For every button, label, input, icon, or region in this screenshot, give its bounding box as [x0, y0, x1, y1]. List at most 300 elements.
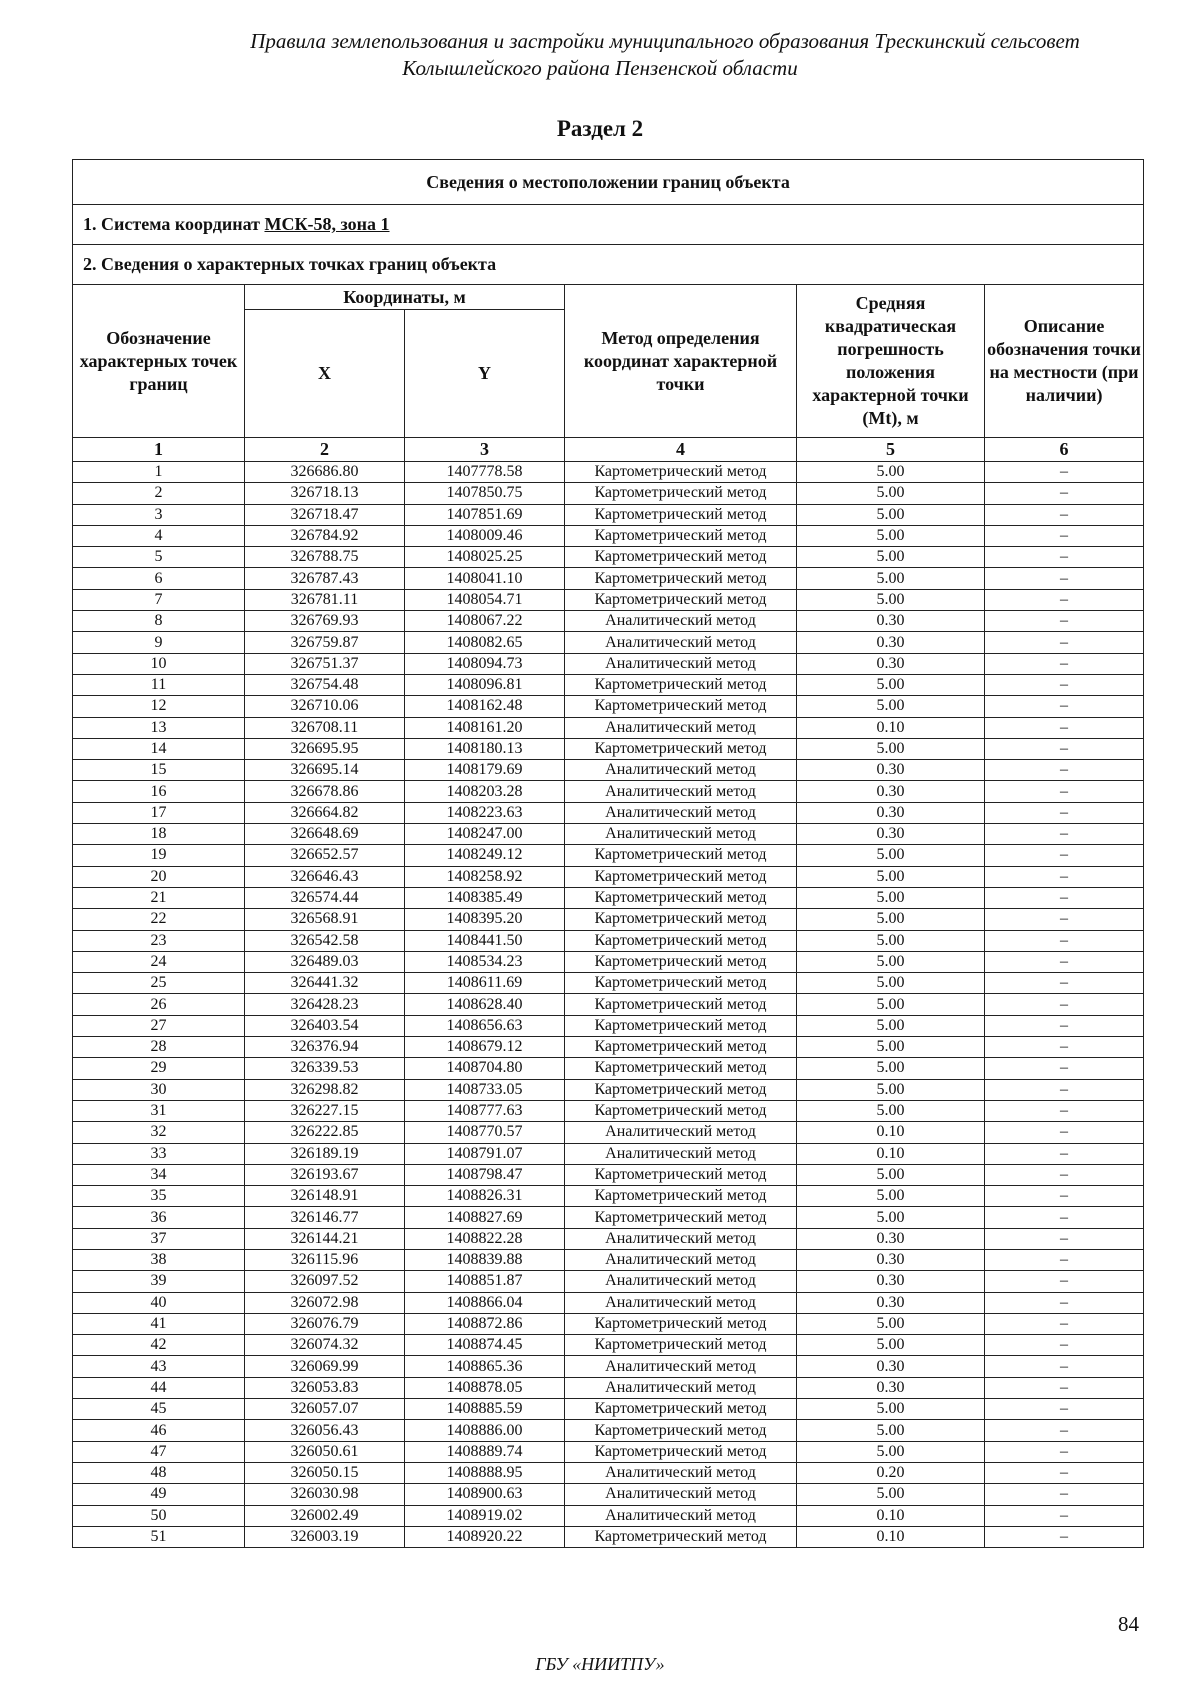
x-coordinate-cell: 326144.21	[245, 1228, 405, 1249]
method-cell: Картометрический метод	[565, 1015, 797, 1036]
points-caption: 2. Сведения о характерных точках границ объекта	[73, 245, 1144, 285]
description-cell: –	[985, 1079, 1144, 1100]
error-cell: 5.00	[797, 1037, 985, 1058]
table-row	[73, 951, 1144, 972]
description-cell: –	[985, 1186, 1144, 1207]
table-row	[73, 866, 1144, 887]
description-cell: –	[985, 1228, 1144, 1249]
description-cell: –	[985, 632, 1144, 653]
method-cell: Картометрический метод	[565, 738, 797, 759]
method-cell: Картометрический метод	[565, 589, 797, 610]
x-coordinate-cell: 326754.48	[245, 674, 405, 695]
error-cell: 0.30	[797, 1377, 985, 1398]
x-coordinate-cell: 326227.15	[245, 1100, 405, 1121]
method-cell: Картометрический метод	[565, 1441, 797, 1462]
method-cell: Аналитический метод	[565, 1484, 797, 1505]
table-row	[73, 1377, 1144, 1398]
point-number-cell: 13	[73, 717, 245, 738]
method-cell: Картометрический метод	[565, 483, 797, 504]
table-row	[73, 1228, 1144, 1249]
column-number: 1	[73, 438, 245, 462]
table-row	[73, 824, 1144, 845]
x-coordinate-cell: 326056.43	[245, 1420, 405, 1441]
point-number-cell: 22	[73, 909, 245, 930]
point-number-cell: 29	[73, 1058, 245, 1079]
point-number-cell: 10	[73, 653, 245, 674]
description-cell: –	[985, 781, 1144, 802]
x-coordinate-cell: 326648.69	[245, 824, 405, 845]
description-cell: –	[985, 738, 1144, 759]
y-coordinate-cell: 1408223.63	[405, 802, 565, 823]
error-cell: 0.30	[797, 824, 985, 845]
description-cell: –	[985, 1207, 1144, 1228]
y-coordinate-cell: 1408826.31	[405, 1186, 565, 1207]
point-number-cell: 30	[73, 1079, 245, 1100]
method-cell: Картометрический метод	[565, 951, 797, 972]
table-row	[73, 1505, 1144, 1526]
method-cell: Аналитический метод	[565, 1271, 797, 1292]
table-row	[73, 1462, 1144, 1483]
x-coordinate-cell: 326441.32	[245, 973, 405, 994]
description-cell: –	[985, 1335, 1144, 1356]
method-cell: Картометрический метод	[565, 930, 797, 951]
table-row	[73, 1079, 1144, 1100]
error-cell: 5.00	[797, 1207, 985, 1228]
y-coordinate-cell: 1408180.13	[405, 738, 565, 759]
point-number-cell: 34	[73, 1164, 245, 1185]
y-coordinate-cell: 1408889.74	[405, 1441, 565, 1462]
running-header-line-1: Правила землепользования и застройки муниципального образования Трескинский сельсовет	[250, 29, 1080, 53]
table-row	[73, 1186, 1144, 1207]
description-cell: –	[985, 1313, 1144, 1334]
x-coordinate-cell: 326695.95	[245, 738, 405, 759]
table-row	[73, 1207, 1144, 1228]
x-coordinate-cell: 326115.96	[245, 1249, 405, 1270]
x-coordinate-cell: 326759.87	[245, 632, 405, 653]
y-coordinate-cell: 1408885.59	[405, 1399, 565, 1420]
y-coordinate-cell: 1408798.47	[405, 1164, 565, 1185]
point-number-cell: 47	[73, 1441, 245, 1462]
error-cell: 0.30	[797, 802, 985, 823]
running-header	[0, 28, 1200, 82]
table-row	[73, 1356, 1144, 1377]
error-cell: 5.00	[797, 930, 985, 951]
y-coordinate-cell: 1408704.80	[405, 1058, 565, 1079]
point-number-cell: 32	[73, 1122, 245, 1143]
error-cell: 0.10	[797, 1526, 985, 1547]
point-number-cell: 31	[73, 1100, 245, 1121]
table-row	[73, 1484, 1144, 1505]
error-cell: 0.30	[797, 611, 985, 632]
y-coordinate-cell: 1408878.05	[405, 1377, 565, 1398]
y-coordinate-cell: 1408179.69	[405, 760, 565, 781]
point-number-cell: 46	[73, 1420, 245, 1441]
boundary-points-table	[72, 159, 1144, 1548]
point-number-cell: 33	[73, 1143, 245, 1164]
x-coordinate-cell: 326050.61	[245, 1441, 405, 1462]
point-number-cell: 16	[73, 781, 245, 802]
y-coordinate-cell: 1408919.02	[405, 1505, 565, 1526]
description-cell: –	[985, 1420, 1144, 1441]
x-coordinate-cell: 326718.47	[245, 504, 405, 525]
table-row	[73, 1271, 1144, 1292]
point-number-cell: 17	[73, 802, 245, 823]
table-row	[73, 1313, 1144, 1334]
error-cell: 5.00	[797, 568, 985, 589]
y-coordinate-cell: 1408203.28	[405, 781, 565, 802]
y-coordinate-cell: 1408679.12	[405, 1037, 565, 1058]
x-coordinate-cell: 326787.43	[245, 568, 405, 589]
error-cell: 0.30	[797, 781, 985, 802]
x-coordinate-cell: 326148.91	[245, 1186, 405, 1207]
method-cell: Картометрический метод	[565, 973, 797, 994]
method-cell: Аналитический метод	[565, 1356, 797, 1377]
table-row	[73, 887, 1144, 908]
description-cell: –	[985, 1249, 1144, 1270]
y-coordinate-cell: 1408025.25	[405, 547, 565, 568]
point-number-cell: 49	[73, 1484, 245, 1505]
method-cell: Аналитический метод	[565, 632, 797, 653]
table-body	[73, 462, 1144, 1548]
x-coordinate-cell: 326489.03	[245, 951, 405, 972]
section-title: Раздел 2	[556, 116, 644, 141]
description-cell: –	[985, 1462, 1144, 1483]
method-cell: Аналитический метод	[565, 717, 797, 738]
col-header-coordinates: Координаты, м	[245, 285, 565, 310]
x-coordinate-cell: 326072.98	[245, 1292, 405, 1313]
error-cell: 0.30	[797, 1356, 985, 1377]
description-cell: –	[985, 653, 1144, 674]
error-cell: 5.00	[797, 1399, 985, 1420]
x-coordinate-cell: 326695.14	[245, 760, 405, 781]
error-cell: 5.00	[797, 525, 985, 546]
method-cell: Аналитический метод	[565, 611, 797, 632]
col-header-description: Описание обозначения точки на местности (при наличии)	[985, 285, 1144, 438]
y-coordinate-cell: 1408161.20	[405, 717, 565, 738]
description-cell: –	[985, 887, 1144, 908]
x-coordinate-cell: 326781.11	[245, 589, 405, 610]
method-cell: Картометрический метод	[565, 525, 797, 546]
x-coordinate-cell: 326784.92	[245, 525, 405, 546]
error-cell: 5.00	[797, 1441, 985, 1462]
table-row	[73, 845, 1144, 866]
method-cell: Аналитический метод	[565, 781, 797, 802]
method-cell: Картометрический метод	[565, 1420, 797, 1441]
point-number-cell: 41	[73, 1313, 245, 1334]
description-cell: –	[985, 845, 1144, 866]
table-row	[73, 1335, 1144, 1356]
method-cell: Картометрический метод	[565, 568, 797, 589]
y-coordinate-cell: 1408096.81	[405, 674, 565, 695]
x-coordinate-cell: 326574.44	[245, 887, 405, 908]
table-row	[73, 781, 1144, 802]
y-coordinate-cell: 1408656.63	[405, 1015, 565, 1036]
description-cell: –	[985, 1356, 1144, 1377]
method-cell: Картометрический метод	[565, 845, 797, 866]
description-cell: –	[985, 930, 1144, 951]
point-number-cell: 4	[73, 525, 245, 546]
description-cell: –	[985, 696, 1144, 717]
method-cell: Аналитический метод	[565, 760, 797, 781]
error-cell: 0.30	[797, 632, 985, 653]
method-cell: Картометрический метод	[565, 504, 797, 525]
table-row	[73, 1143, 1144, 1164]
error-cell: 5.00	[797, 1420, 985, 1441]
x-coordinate-cell: 326146.77	[245, 1207, 405, 1228]
table-row	[73, 653, 1144, 674]
error-cell: 0.30	[797, 1292, 985, 1313]
y-coordinate-cell: 1408054.71	[405, 589, 565, 610]
table-row	[73, 547, 1144, 568]
point-number-cell: 26	[73, 994, 245, 1015]
x-coordinate-cell: 326678.86	[245, 781, 405, 802]
point-number-cell: 5	[73, 547, 245, 568]
error-cell: 0.20	[797, 1462, 985, 1483]
y-coordinate-cell: 1408258.92	[405, 866, 565, 887]
error-cell: 5.00	[797, 547, 985, 568]
method-cell: Картометрический метод	[565, 1186, 797, 1207]
error-cell: 5.00	[797, 483, 985, 504]
y-coordinate-cell: 1408082.65	[405, 632, 565, 653]
description-cell: –	[985, 504, 1144, 525]
page-number: 84	[1118, 1612, 1139, 1636]
method-cell: Картометрический метод	[565, 994, 797, 1015]
table-row	[73, 994, 1144, 1015]
table-row	[73, 1249, 1144, 1270]
y-coordinate-cell: 1408247.00	[405, 824, 565, 845]
x-coordinate-cell: 326718.13	[245, 483, 405, 504]
y-coordinate-cell: 1408249.12	[405, 845, 565, 866]
y-coordinate-cell: 1408385.49	[405, 887, 565, 908]
description-cell: –	[985, 1015, 1144, 1036]
method-cell: Картометрический метод	[565, 866, 797, 887]
description-cell: –	[985, 973, 1144, 994]
point-number-cell: 11	[73, 674, 245, 695]
column-number: 6	[985, 438, 1144, 462]
y-coordinate-cell: 1408872.86	[405, 1313, 565, 1334]
x-coordinate-cell: 326002.49	[245, 1505, 405, 1526]
method-cell: Аналитический метод	[565, 802, 797, 823]
x-coordinate-cell: 326708.11	[245, 717, 405, 738]
method-cell: Картометрический метод	[565, 1335, 797, 1356]
method-cell: Аналитический метод	[565, 1143, 797, 1164]
table-row	[73, 568, 1144, 589]
point-number-cell: 44	[73, 1377, 245, 1398]
error-cell: 0.10	[797, 717, 985, 738]
description-cell: –	[985, 462, 1144, 483]
column-number: 3	[405, 438, 565, 462]
point-number-cell: 36	[73, 1207, 245, 1228]
table-row	[73, 802, 1144, 823]
table-row	[73, 1100, 1144, 1121]
x-coordinate-cell: 326568.91	[245, 909, 405, 930]
point-number-cell: 8	[73, 611, 245, 632]
description-cell: –	[985, 674, 1144, 695]
method-cell: Картометрический метод	[565, 1313, 797, 1334]
footer-org: ГБУ «НИИТПУ»	[535, 1654, 665, 1674]
error-cell: 0.30	[797, 1249, 985, 1270]
method-cell: Картометрический метод	[565, 909, 797, 930]
point-number-cell: 51	[73, 1526, 245, 1547]
table-row	[73, 717, 1144, 738]
x-coordinate-cell: 326222.85	[245, 1122, 405, 1143]
point-number-cell: 40	[73, 1292, 245, 1313]
error-cell: 5.00	[797, 1015, 985, 1036]
point-number-cell: 19	[73, 845, 245, 866]
x-coordinate-cell: 326664.82	[245, 802, 405, 823]
point-number-cell: 35	[73, 1186, 245, 1207]
point-number-cell: 28	[73, 1037, 245, 1058]
x-coordinate-cell: 326189.19	[245, 1143, 405, 1164]
table-row	[73, 1526, 1144, 1547]
error-cell: 5.00	[797, 887, 985, 908]
point-number-cell: 2	[73, 483, 245, 504]
y-coordinate-cell: 1408777.63	[405, 1100, 565, 1121]
method-cell: Картометрический метод	[565, 462, 797, 483]
method-cell: Картометрический метод	[565, 696, 797, 717]
method-cell: Картометрический метод	[565, 887, 797, 908]
point-number-cell: 12	[73, 696, 245, 717]
description-cell: –	[985, 483, 1144, 504]
col-header-error: Средняя квадратическая погрешность положения характерной точки (Mt), м	[797, 285, 985, 438]
col-header-y: Y	[405, 310, 565, 438]
method-cell: Картометрический метод	[565, 1164, 797, 1185]
x-coordinate-cell: 326069.99	[245, 1356, 405, 1377]
table-row	[73, 483, 1144, 504]
description-cell: –	[985, 1377, 1144, 1398]
point-number-cell: 23	[73, 930, 245, 951]
coordinate-system-label: 1. Система координат	[83, 214, 260, 234]
error-cell: 0.30	[797, 1271, 985, 1292]
point-number-cell: 20	[73, 866, 245, 887]
column-number: 4	[565, 438, 797, 462]
description-cell: –	[985, 1122, 1144, 1143]
description-cell: –	[985, 1505, 1144, 1526]
error-cell: 5.00	[797, 1079, 985, 1100]
x-coordinate-cell: 326646.43	[245, 866, 405, 887]
description-cell: –	[985, 1143, 1144, 1164]
error-cell: 5.00	[797, 1186, 985, 1207]
error-cell: 5.00	[797, 1058, 985, 1079]
table-title: Сведения о местоположении границ объекта	[73, 160, 1144, 205]
x-coordinate-cell: 326769.93	[245, 611, 405, 632]
error-cell: 5.00	[797, 462, 985, 483]
description-cell: –	[985, 994, 1144, 1015]
table-row	[73, 611, 1144, 632]
table-row	[73, 1420, 1144, 1441]
table-row	[73, 632, 1144, 653]
description-cell: –	[985, 760, 1144, 781]
table-row	[73, 462, 1144, 483]
method-cell: Аналитический метод	[565, 653, 797, 674]
description-cell: –	[985, 547, 1144, 568]
point-number-cell: 45	[73, 1399, 245, 1420]
error-cell: 0.10	[797, 1505, 985, 1526]
point-number-cell: 42	[73, 1335, 245, 1356]
point-number-cell: 25	[73, 973, 245, 994]
error-cell: 5.00	[797, 1164, 985, 1185]
x-coordinate-cell: 326193.67	[245, 1164, 405, 1185]
x-coordinate-cell: 326376.94	[245, 1037, 405, 1058]
table-row	[73, 1037, 1144, 1058]
description-cell: –	[985, 1100, 1144, 1121]
running-header-line-2: Колышлейского района Пензенской области	[402, 56, 798, 80]
point-number-cell: 6	[73, 568, 245, 589]
point-number-cell: 37	[73, 1228, 245, 1249]
method-cell: Картометрический метод	[565, 1399, 797, 1420]
method-cell: Аналитический метод	[565, 824, 797, 845]
point-number-cell: 1	[73, 462, 245, 483]
description-cell: –	[985, 909, 1144, 930]
table-row	[73, 738, 1144, 759]
coordinate-system-value: МСК-58, зона 1	[264, 214, 390, 234]
y-coordinate-cell: 1408791.07	[405, 1143, 565, 1164]
y-coordinate-cell: 1408162.48	[405, 696, 565, 717]
y-coordinate-cell: 1408827.69	[405, 1207, 565, 1228]
x-coordinate-cell: 326057.07	[245, 1399, 405, 1420]
x-coordinate-cell: 326428.23	[245, 994, 405, 1015]
point-number-cell: 18	[73, 824, 245, 845]
description-cell: –	[985, 1292, 1144, 1313]
method-cell: Картометрический метод	[565, 1037, 797, 1058]
description-cell: –	[985, 611, 1144, 632]
x-coordinate-cell: 326050.15	[245, 1462, 405, 1483]
point-number-cell: 50	[73, 1505, 245, 1526]
x-coordinate-cell: 326686.80	[245, 462, 405, 483]
error-cell: 5.00	[797, 845, 985, 866]
error-cell: 0.30	[797, 653, 985, 674]
y-coordinate-cell: 1407850.75	[405, 483, 565, 504]
method-cell: Аналитический метод	[565, 1505, 797, 1526]
point-number-cell: 43	[73, 1356, 245, 1377]
y-coordinate-cell: 1408534.23	[405, 951, 565, 972]
error-cell: 0.10	[797, 1122, 985, 1143]
error-cell: 5.00	[797, 738, 985, 759]
error-cell: 5.00	[797, 973, 985, 994]
method-cell: Картометрический метод	[565, 547, 797, 568]
table-row	[73, 525, 1144, 546]
error-cell: 0.30	[797, 1228, 985, 1249]
table-row	[73, 1399, 1144, 1420]
y-coordinate-cell: 1408822.28	[405, 1228, 565, 1249]
x-coordinate-cell: 326751.37	[245, 653, 405, 674]
method-cell: Аналитический метод	[565, 1122, 797, 1143]
col-header-point-designation: Обозначение характерных точек границ	[73, 285, 245, 438]
y-coordinate-cell: 1408851.87	[405, 1271, 565, 1292]
x-coordinate-cell: 326403.54	[245, 1015, 405, 1036]
table-row	[73, 930, 1144, 951]
point-number-cell: 38	[73, 1249, 245, 1270]
x-coordinate-cell: 326542.58	[245, 930, 405, 951]
description-cell: –	[985, 1526, 1144, 1547]
table-row	[73, 1015, 1144, 1036]
description-cell: –	[985, 1484, 1144, 1505]
description-cell: –	[985, 951, 1144, 972]
y-coordinate-cell: 1408067.22	[405, 611, 565, 632]
x-coordinate-cell: 326030.98	[245, 1484, 405, 1505]
error-cell: 5.00	[797, 1313, 985, 1334]
error-cell: 5.00	[797, 951, 985, 972]
method-cell: Картометрический метод	[565, 674, 797, 695]
error-cell: 5.00	[797, 504, 985, 525]
description-cell: –	[985, 589, 1144, 610]
method-cell: Картометрический метод	[565, 1207, 797, 1228]
method-cell: Аналитический метод	[565, 1249, 797, 1270]
description-cell: –	[985, 568, 1144, 589]
table-row	[73, 973, 1144, 994]
point-number-cell: 27	[73, 1015, 245, 1036]
y-coordinate-cell: 1408733.05	[405, 1079, 565, 1100]
